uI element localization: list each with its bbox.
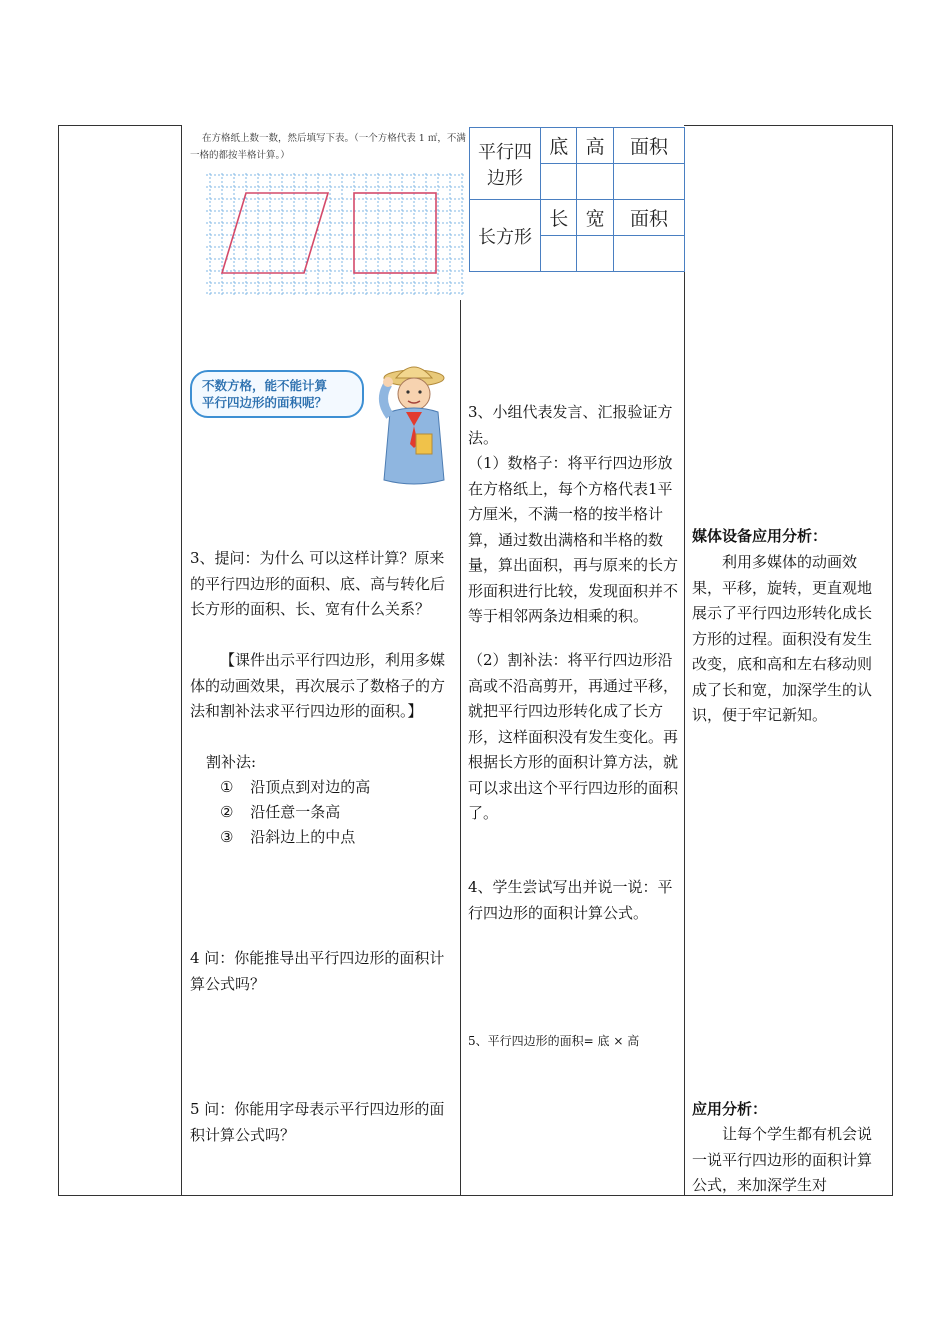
item-text: 沿任意一条高 <box>250 803 341 821</box>
table-cell-empty <box>613 164 684 200</box>
method-count-squares: （1）数格子：将平行四边形放在方格纸上，每个方格代表1平方厘米，不满一格的按半格计算，通过数出满格和半格的数量，算出面积，再与原来的长方形面积进行比较，发现面积并不等于相邻两条边相乘的积。 <box>468 454 679 625</box>
item-text: 沿顶点到对边的高 <box>250 778 371 796</box>
row-head-rectangle: 长方形 <box>470 200 541 272</box>
courseware-note: 【课件出示平行四边形，利用多媒体的动画效果，再次展示了数格子的方法和割补法求平行四边形的面积。】 <box>190 651 446 720</box>
table-col-area-2: 面积 <box>613 200 684 236</box>
table-col-length: 长 <box>541 200 577 236</box>
table-top-border <box>58 125 182 126</box>
bubble-line-2: 平行四边形的面积呢？ <box>202 395 328 410</box>
student-report-title: 3、小组代表发言、汇报验证方法。 <box>468 403 673 447</box>
item-number: ② <box>220 803 234 821</box>
speech-bubble <box>190 370 364 418</box>
table-cell-empty <box>577 236 613 272</box>
cut-method-item <box>220 826 355 847</box>
table-col-base: 底 <box>541 128 577 164</box>
method-cut-and-fill: （2）割补法：将平行四边形沿高或不沿高剪开，再通过平移，就把平行四边形转化成了长方形，这样面积没有发生变化。再根据长方形的面积计算方法，就可以求出这个平行四边形的面积了。 <box>468 651 679 822</box>
area-comparison-table <box>469 127 685 272</box>
question-5: 5 问：你能用字母表示平行四边形的面积计算公式吗？ <box>190 1100 445 1144</box>
grid-instruction-line2: 一格的都按半格计算。） <box>190 150 290 161</box>
grid-instruction-line1: 在方格纸上数一数，然后填写下表。（一个方格代表 1 ㎡，不满 <box>202 133 466 144</box>
cut-method-item <box>220 801 340 822</box>
application-analysis-body: 让每个学生都有机会说一说平行四边形的面积计算公式，来加深学生对 <box>692 1125 873 1194</box>
column-divider-2 <box>460 300 461 1195</box>
parallelogram-shape <box>222 193 328 273</box>
table-cell-empty <box>613 236 684 272</box>
area-formula: 5、平行四边形的面积= 底 × 高 <box>468 1034 640 1048</box>
bubble-line-1: 不数方格，能不能计算 <box>202 378 328 393</box>
table-cell-empty <box>541 236 577 272</box>
item-text: 沿斜边上的中点 <box>250 828 356 846</box>
table-col-area: 面积 <box>613 128 684 164</box>
table-left-border <box>58 125 59 1195</box>
grid-paper-image <box>188 128 466 296</box>
question-3: 3、提问：为什么 可以这样计算？原来的平行四边形的面积、底、高与转化后长方形的面积、长、宽有什么关系？ <box>190 549 446 618</box>
item-number: ③ <box>220 828 234 846</box>
media-analysis-body: 利用多媒体的动画效果，平移，旋转，更直观地展示了平行四边形转化成长方形的过程。面积没有发生改变，底和高和左右移动则成了长和宽，加深学生的认识，便于牢记新知。 <box>692 553 873 724</box>
grid-paper-drawing <box>206 173 464 295</box>
table-col-width: 宽 <box>577 200 613 236</box>
student-formula-task: 4、学生尝试写出并说一说：平行四边形的面积计算公式。 <box>468 878 673 922</box>
application-analysis-title: 应用分析： <box>692 1100 768 1118</box>
table-right-border <box>892 125 893 1195</box>
boy-illustration <box>370 360 456 492</box>
cut-method-item <box>220 776 370 797</box>
column-divider-1 <box>181 125 182 1195</box>
cut-method-label: 割补法: <box>206 753 257 771</box>
table-top-border-right <box>684 125 893 126</box>
item-number: ① <box>220 778 234 796</box>
table-cell-empty <box>541 164 577 200</box>
table-col-height: 高 <box>577 128 613 164</box>
column-divider-3 <box>684 270 685 1195</box>
table-cell-empty <box>577 164 613 200</box>
media-analysis-title: 媒体设备应用分析： <box>692 527 828 545</box>
row-head-parallelogram: 平行四边形 <box>470 128 541 200</box>
question-4: 4 问：你能推导出平行四边形的面积计算公式吗？ <box>190 949 445 993</box>
